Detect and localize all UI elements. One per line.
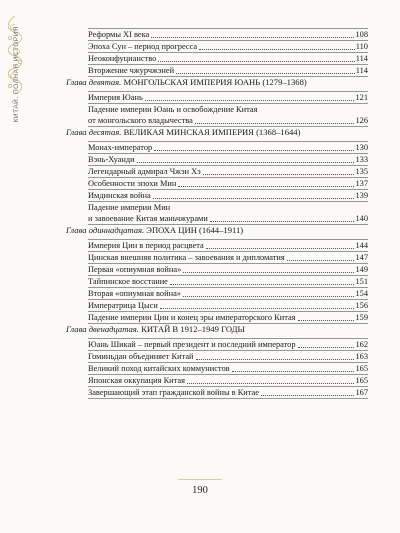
chapter-heading [66, 225, 368, 235]
entry-title: Империя Юань [88, 93, 143, 102]
entry-title: Первая «опиумная война» [88, 265, 182, 274]
entry-divider [88, 224, 368, 225]
entry-page-number: 114 [355, 54, 368, 63]
dot-leader [154, 150, 354, 151]
dot-leader [203, 174, 355, 175]
toc-entry[interactable] [88, 65, 368, 76]
spine-title: КИТАЙ. ПОЛНАЯ ИСТОРИЯ [13, 26, 20, 123]
toc-section [66, 225, 368, 324]
entry-title: Неоконфуцианство [88, 54, 157, 63]
entry-title: Реформы XI века [88, 30, 150, 39]
toc-entry[interactable] [88, 166, 368, 177]
entry-divider [88, 323, 368, 324]
toc-entry[interactable] [88, 387, 368, 398]
toc-entry[interactable] [88, 104, 368, 126]
toc-entry[interactable] [88, 190, 368, 201]
entry-page-number: 165 [355, 364, 368, 373]
dot-leader [199, 49, 355, 50]
entry-title: Эпоха Сун – период прогресса [88, 42, 198, 51]
dot-leader [187, 383, 354, 384]
toc-entry[interactable] [88, 351, 368, 362]
chapter-title: КИТАЙ В 1912–1949 ГОДЫ [138, 324, 246, 334]
entry-title: Монах-император [88, 143, 153, 152]
entry-title: Вторжение чжурчжэней [88, 66, 175, 75]
toc-entry[interactable] [88, 142, 368, 153]
dot-leader [137, 162, 355, 163]
dot-leader [158, 61, 354, 62]
entry-page-number: 162 [355, 340, 368, 349]
toc-entry[interactable] [88, 363, 368, 374]
dot-leader [196, 359, 355, 360]
toc-section [66, 324, 368, 399]
entry-title: Завершающий этап гражданской войны в Китае [88, 388, 259, 397]
toc-entry[interactable] [88, 29, 368, 40]
page-number: 190 [192, 485, 208, 496]
entry-page-number: 108 [355, 30, 368, 39]
chapter-heading [66, 127, 368, 137]
toc-entry[interactable] [88, 202, 368, 224]
toc-section [88, 28, 368, 77]
entry-title: Великий поход китайских коммунистов [88, 364, 230, 373]
entry-title: Легендарный адмирал Чжэн Хэ [88, 167, 201, 176]
entry-page-number: 167 [355, 388, 368, 397]
entry-title: Падение империи Цин и конец эры императорского Китая [88, 313, 296, 322]
entry-page-number: 149 [355, 265, 368, 274]
dot-leader [232, 371, 355, 372]
chapter-label: Глава одиннадцатая. [66, 225, 145, 235]
entry-page-number: 121 [355, 93, 368, 102]
entry-page-number: 133 [355, 155, 368, 164]
entry-title: Особенности эпохи Мин [88, 179, 177, 188]
entry-title: Цинская внешняя политика – завоевания и дипломатия [88, 253, 285, 262]
entry-title: Императрица Цыси [88, 301, 158, 310]
dot-leader [170, 284, 355, 285]
toc-entry[interactable] [88, 375, 368, 386]
entry-divider [88, 126, 368, 127]
footer-rule [178, 479, 222, 480]
table-of-contents [66, 28, 368, 399]
chapter-heading [66, 77, 368, 87]
entry-title: Империя Цин в период расцвета [88, 241, 204, 250]
toc-entry[interactable] [88, 240, 368, 251]
toc-entry[interactable] [88, 252, 368, 263]
entry-page-number: 159 [355, 313, 368, 322]
chapter-label: Глава десятая. [66, 127, 122, 137]
toc-entry[interactable] [88, 339, 368, 350]
entry-title: Гоминьдан объединяет Китай [88, 352, 194, 361]
dot-leader [195, 123, 355, 124]
toc-entry[interactable] [88, 154, 368, 165]
dot-leader [178, 186, 354, 187]
dot-leader [183, 296, 354, 297]
chapter-label: Глава девятая. [66, 77, 122, 87]
entry-title: Вэнь-Хуанди [88, 155, 135, 164]
toc-entry[interactable] [88, 92, 368, 103]
dot-leader [298, 320, 355, 321]
dot-leader [160, 308, 355, 309]
entry-page-number: 110 [355, 42, 368, 51]
dot-leader [153, 198, 355, 199]
entry-page-number: 139 [355, 191, 368, 200]
chapter-title: МОНГОЛЬСКАЯ ИМПЕРИЯ ЮАНЬ (1279–1368) [121, 77, 307, 87]
dot-leader [261, 395, 354, 396]
toc-entry[interactable] [88, 276, 368, 287]
toc-section [66, 77, 368, 127]
sidebar [0, 0, 40, 533]
entry-page-number: 156 [355, 301, 368, 310]
entry-title: Юань Шикай – первый президент и последний император [88, 340, 296, 349]
entry-page-number: 114 [355, 66, 368, 75]
entry-page-number: 144 [355, 241, 368, 250]
entry-page-number: 126 [355, 116, 368, 125]
entry-title: Падение империи Мин [88, 203, 171, 212]
entry-title: Вторая «опиумная война» [88, 289, 181, 298]
toc-entry[interactable] [88, 288, 368, 299]
entry-title: Японская оккупация Китая [88, 376, 185, 385]
chapter-title: ЭПОХА ЦИН (1644–1911) [144, 225, 244, 235]
entry-title: Имдинская война [88, 191, 151, 200]
toc-section [66, 127, 368, 225]
entry-divider [88, 398, 368, 399]
entry-page-number: 163 [355, 352, 368, 361]
dot-leader [206, 248, 355, 249]
entry-page-number: 130 [355, 143, 368, 152]
entry-page-number: 147 [355, 253, 368, 262]
toc-entry[interactable] [88, 53, 368, 64]
toc-entry[interactable] [88, 264, 368, 275]
dot-leader [176, 73, 355, 74]
entry-title: Тайпинское восстание [88, 277, 168, 286]
entry-page-number: 151 [355, 277, 368, 286]
dot-leader [145, 100, 355, 101]
entry-page-number: 154 [355, 289, 368, 298]
toc-entry[interactable] [88, 178, 368, 189]
entry-divider [88, 76, 368, 77]
entry-page-number: 165 [355, 376, 368, 385]
dot-leader [210, 221, 355, 222]
chapter-label: Глава двенадцатая. [66, 324, 139, 334]
toc-entry[interactable] [88, 41, 368, 52]
chapter-heading [66, 324, 368, 334]
toc-entry[interactable] [88, 312, 368, 323]
entry-page-number: 135 [355, 167, 368, 176]
dot-leader [287, 260, 355, 261]
toc-entry[interactable] [88, 300, 368, 311]
dot-leader [151, 37, 354, 38]
chapter-title: ВЕЛИКАЯ МИНСКАЯ ИМПЕРИЯ (1368–1644) [121, 127, 301, 137]
entry-title: Падение империи Юань и освобождение Китая [88, 105, 258, 114]
dot-leader [298, 347, 355, 348]
entry-title-continued: от монгольского владычества [88, 116, 193, 125]
entry-title-continued: и завоевание Китая маньчжурами [88, 214, 208, 223]
dot-leader [183, 272, 354, 273]
entry-page-number: 137 [355, 179, 368, 188]
entry-page-number: 140 [355, 214, 368, 223]
